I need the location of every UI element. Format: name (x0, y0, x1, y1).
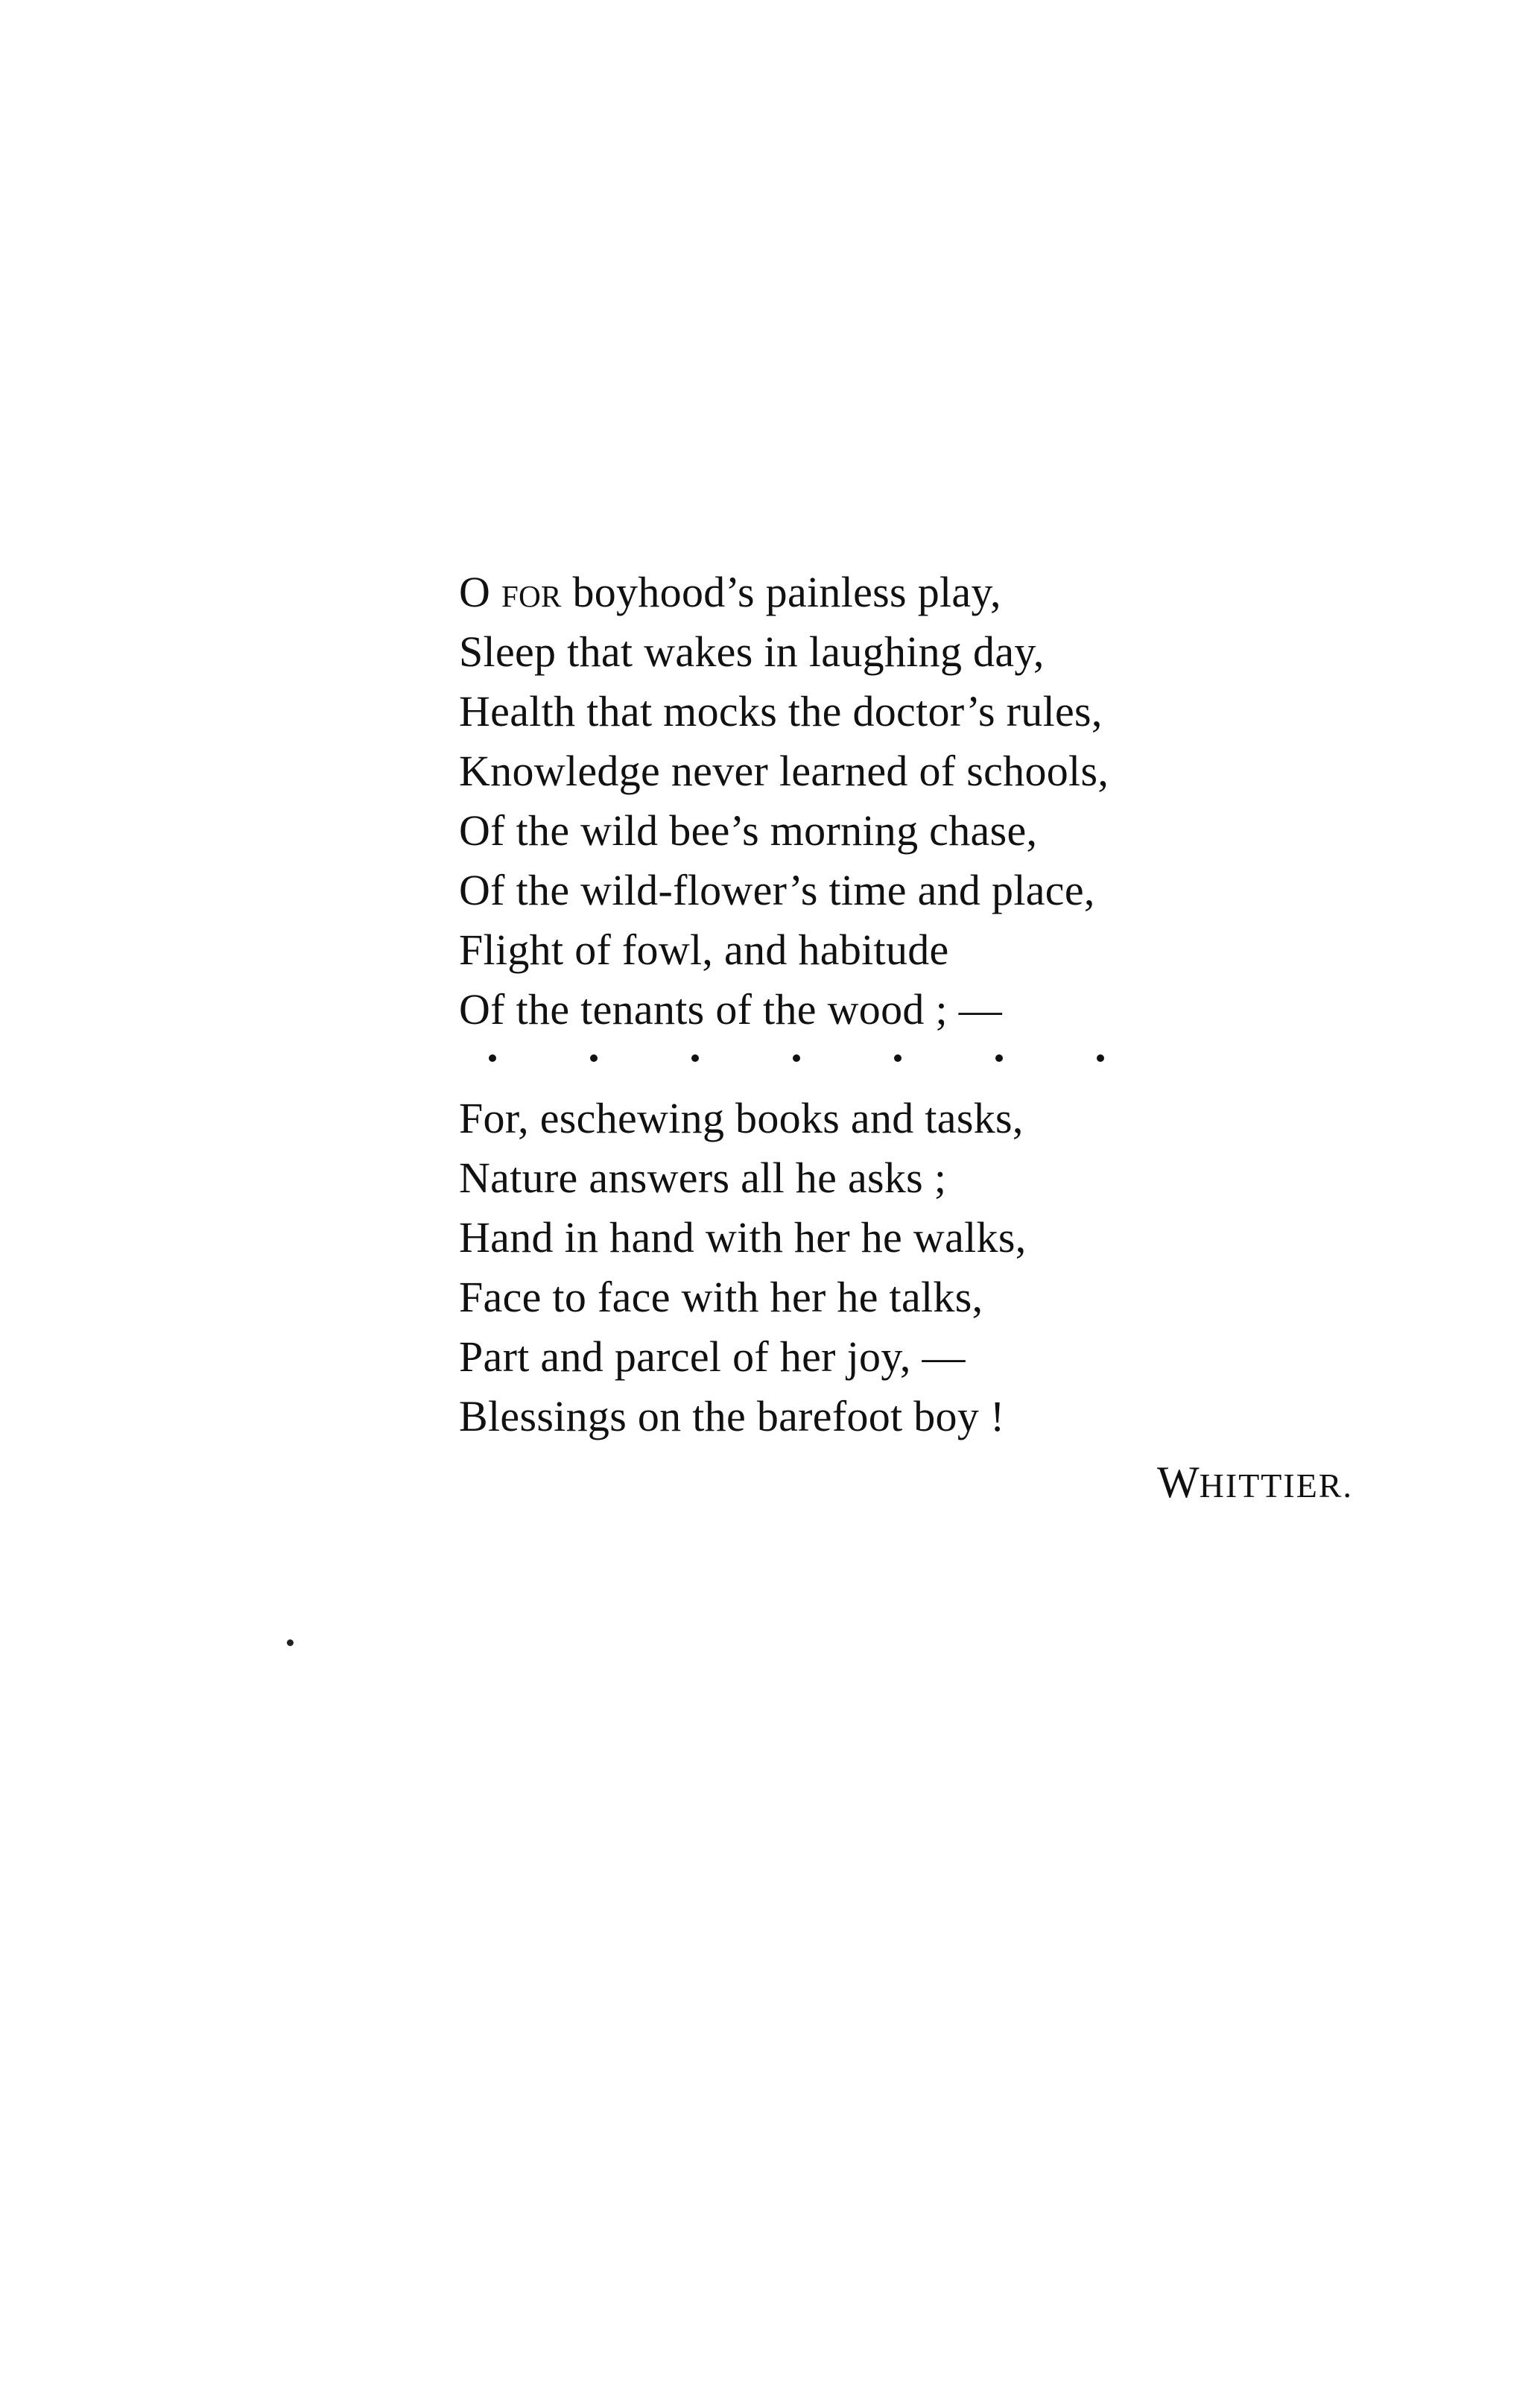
omission-dot (489, 1054, 496, 1062)
poem-line (459, 563, 1353, 622)
author-initial: W (1157, 1458, 1200, 1507)
poem-line: Blessings on the barefoot boy ! (459, 1392, 1005, 1440)
poem-line: Health that mocks the doctor’s rules, (459, 687, 1103, 735)
poem-line: Nature answers all he asks ; (459, 1154, 947, 1202)
poem-opening-words: O for (459, 568, 562, 616)
poem-line: Flight of fowl, and habitude (459, 926, 949, 974)
poem-line: Of the tenants of the wood ; — (459, 985, 1003, 1034)
omission-dot (995, 1054, 1003, 1062)
omission-dot (793, 1054, 800, 1062)
poem-line-text: boyhood’s painless play, (561, 568, 1001, 616)
stray-ink-mark (287, 1639, 294, 1646)
omission-dot (691, 1054, 699, 1062)
poem-line: Of the wild bee’s morning chase, (459, 806, 1038, 855)
omission-dots (459, 1040, 1353, 1089)
poem-line: Face to face with her he talks, (459, 1273, 983, 1321)
author-name-rest: HITTIER. (1199, 1467, 1353, 1505)
poem-line: For, eschewing books and tasks, (459, 1094, 1024, 1142)
poem-line: Sleep that wakes in laughing day, (459, 627, 1045, 676)
poem (459, 563, 1353, 1507)
omission-dot (590, 1054, 598, 1062)
omission-dot (1097, 1054, 1104, 1062)
author-attribution (1157, 1457, 1353, 1508)
poem-line: Knowledge never learned of schools, (459, 747, 1109, 795)
poem-line: Of the wild-flower’s time and place, (459, 866, 1095, 914)
omission-dot (894, 1054, 901, 1062)
poem-line: Hand in hand with her he walks, (459, 1213, 1027, 1262)
poem-line: Part and parcel of her joy, — (459, 1332, 966, 1381)
